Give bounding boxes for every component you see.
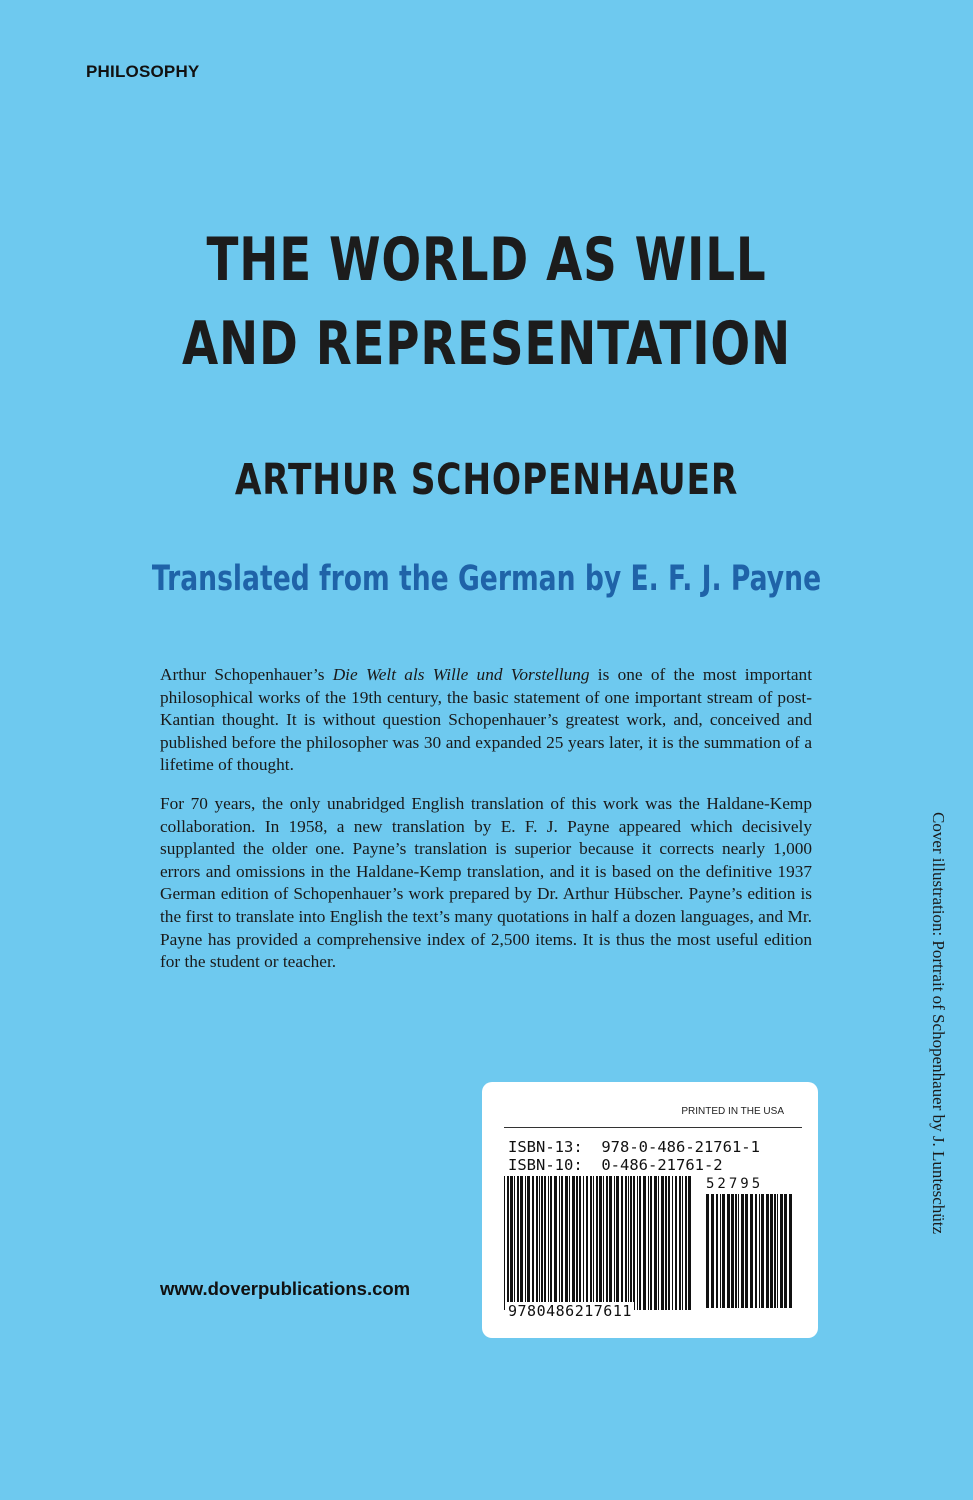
barcode-bar bbox=[527, 1176, 530, 1310]
addon-barcode-bar bbox=[720, 1194, 721, 1308]
barcode-bar bbox=[576, 1176, 578, 1310]
printed-in-label: PRINTED IN THE USA bbox=[681, 1106, 784, 1117]
barcode-bar bbox=[550, 1176, 552, 1310]
addon-barcode-bar bbox=[761, 1194, 764, 1308]
ean-digits: 9780486217611 bbox=[508, 1302, 632, 1320]
addon-barcode-bar bbox=[780, 1194, 783, 1308]
addon-barcode-bar bbox=[711, 1194, 714, 1308]
price-addon-barcode-graphic bbox=[706, 1194, 796, 1308]
addon-barcode-bar bbox=[770, 1194, 773, 1308]
book-title-line-2: AND REPRESENTATION bbox=[182, 309, 791, 379]
barcode-bar bbox=[536, 1176, 538, 1310]
addon-barcode-bar bbox=[741, 1194, 744, 1308]
blurb-paragraph-1 bbox=[160, 664, 812, 777]
addon-barcode-bar bbox=[766, 1194, 769, 1308]
barcode-bar bbox=[510, 1176, 513, 1310]
barcode-bar bbox=[590, 1176, 592, 1310]
category-label: PHILOSOPHY bbox=[86, 62, 200, 81]
barcode-bar bbox=[625, 1176, 627, 1310]
barcode-bar bbox=[648, 1176, 649, 1310]
addon-barcode-bar bbox=[789, 1194, 792, 1308]
ean13-barcode-graphic bbox=[504, 1176, 694, 1310]
addon-barcode-bar bbox=[735, 1194, 737, 1308]
barcode-bar bbox=[544, 1176, 546, 1310]
barcode-bar bbox=[532, 1176, 534, 1310]
translator-credit: Translated from the German by E. F. J. Payne bbox=[151, 559, 822, 599]
barcode-bar bbox=[665, 1176, 667, 1310]
barcode-bar bbox=[633, 1176, 635, 1310]
addon-barcode-bar bbox=[738, 1194, 739, 1308]
addon-barcode-bar bbox=[731, 1194, 734, 1308]
barcode-bar bbox=[672, 1176, 673, 1310]
barcode-bar bbox=[679, 1176, 681, 1310]
blurb bbox=[160, 664, 812, 990]
addon-barcode-bar bbox=[727, 1194, 730, 1308]
barcode-bar bbox=[616, 1176, 619, 1310]
barcode-bar bbox=[539, 1176, 540, 1310]
barcode-bar bbox=[685, 1176, 687, 1310]
barcode-panel bbox=[482, 1082, 818, 1338]
barcode-bar bbox=[654, 1176, 657, 1310]
barcode-bar bbox=[628, 1176, 629, 1310]
barcode-bar bbox=[668, 1176, 670, 1310]
addon-barcode-bar bbox=[745, 1194, 748, 1308]
barcode-bar bbox=[517, 1176, 519, 1310]
barcode-divider bbox=[504, 1127, 802, 1128]
barcode-bar bbox=[643, 1176, 646, 1310]
barcode-bar bbox=[569, 1176, 570, 1310]
price-code: 52795 bbox=[706, 1176, 764, 1192]
barcode-bar bbox=[603, 1176, 604, 1310]
blurb-p1-intro: Arthur Schopenhauer’s bbox=[160, 665, 333, 684]
addon-barcode-bar bbox=[706, 1194, 709, 1308]
barcode-bar bbox=[614, 1176, 615, 1310]
barcode-bar bbox=[658, 1176, 659, 1310]
barcode-bar bbox=[586, 1176, 588, 1310]
barcode-bar bbox=[504, 1176, 505, 1310]
isbn13-row bbox=[508, 1138, 760, 1156]
barcode-bar bbox=[548, 1176, 549, 1310]
barcode-bar bbox=[520, 1176, 523, 1310]
book-title-line-1: THE WORLD AS WILL bbox=[206, 225, 767, 295]
barcode-bar bbox=[637, 1176, 638, 1310]
barcode-bar bbox=[606, 1176, 608, 1310]
blurb-p1-rest: is one of the most important philosophical works of the 19th century, the basic statement of one important stream of post-Kantian thought. It is without question Schopenhauer’s greatest work, and, conceived and published before the philosopher was 30 and expanded 25 years later, it is the summation of a lifetime of thought. bbox=[160, 665, 812, 775]
barcode-bar bbox=[675, 1176, 677, 1310]
barcode-bar bbox=[593, 1176, 594, 1310]
isbn10-row bbox=[508, 1156, 723, 1174]
publisher-website: www.doverpublications.com bbox=[160, 1278, 411, 1299]
barcode-bar bbox=[559, 1176, 560, 1310]
barcode-bar bbox=[639, 1176, 641, 1310]
barcode-bar bbox=[688, 1176, 691, 1310]
addon-barcode-bar bbox=[759, 1194, 760, 1308]
barcode-bar bbox=[525, 1176, 526, 1310]
barcode-bar bbox=[596, 1176, 598, 1310]
barcode-bar bbox=[599, 1176, 602, 1310]
addon-barcode-bar bbox=[750, 1194, 753, 1308]
addon-barcode-bar bbox=[774, 1194, 776, 1308]
addon-barcode-bar bbox=[784, 1194, 787, 1308]
isbn13-label: ISBN-13: bbox=[508, 1138, 583, 1156]
addon-barcode-bar bbox=[777, 1194, 778, 1308]
isbn10-label: ISBN-10: bbox=[508, 1156, 583, 1174]
barcode-bar bbox=[561, 1176, 563, 1310]
blurb-paragraph-2: For 70 years, the only unabridged English translation of this work was the Haldane-Kemp collaboration. In 1958, a new translation by E. F. J. Payne appeared which decisively supplanted the older one. Payne’s translation is superior because it corrects nearly 1,000 errors and omissions in the Haldane-Kemp translation, and it is based on the definitive 1937 German edition of Schopenhauer’s work prepared by Dr. Arthur Hübscher. Payne’s edition is the first to translate into English the text’s many quotations in half a dozen languages, and Mr. Payne has provided a comprehensive index of 2,500 items. It is thus the most useful edition for the student or teacher. bbox=[160, 793, 812, 972]
barcode-bar bbox=[572, 1176, 575, 1310]
barcode-bar bbox=[554, 1176, 557, 1310]
barcode-bar bbox=[514, 1176, 515, 1310]
barcode-bar bbox=[541, 1176, 543, 1310]
barcode-bar bbox=[609, 1176, 612, 1310]
barcode-bar bbox=[650, 1176, 652, 1310]
barcode-bar bbox=[661, 1176, 664, 1310]
isbn13-value: 978-0-486-21761-1 bbox=[601, 1138, 760, 1156]
barcode-bar bbox=[621, 1176, 623, 1310]
barcode-bar bbox=[579, 1176, 581, 1310]
addon-barcode-bar bbox=[755, 1194, 757, 1308]
addon-barcode-bar bbox=[722, 1194, 725, 1308]
book-title bbox=[107, 218, 866, 386]
barcode-bar bbox=[583, 1176, 584, 1310]
barcode-bar bbox=[507, 1176, 509, 1310]
author-name: ARTHUR SCHOPENHAUER bbox=[234, 455, 739, 505]
cover-illustration-credit: Cover illustration: Portrait of Schopenhauer by J. Lunteschütz bbox=[929, 812, 948, 1235]
barcode-bar bbox=[630, 1176, 632, 1310]
isbn10-value: 0-486-21761-2 bbox=[601, 1156, 723, 1174]
addon-barcode-bar bbox=[716, 1194, 718, 1308]
barcode-bar bbox=[682, 1176, 683, 1310]
original-german-title: Die Welt als Wille und Vorstellung bbox=[332, 665, 590, 684]
barcode-bar bbox=[565, 1176, 568, 1310]
